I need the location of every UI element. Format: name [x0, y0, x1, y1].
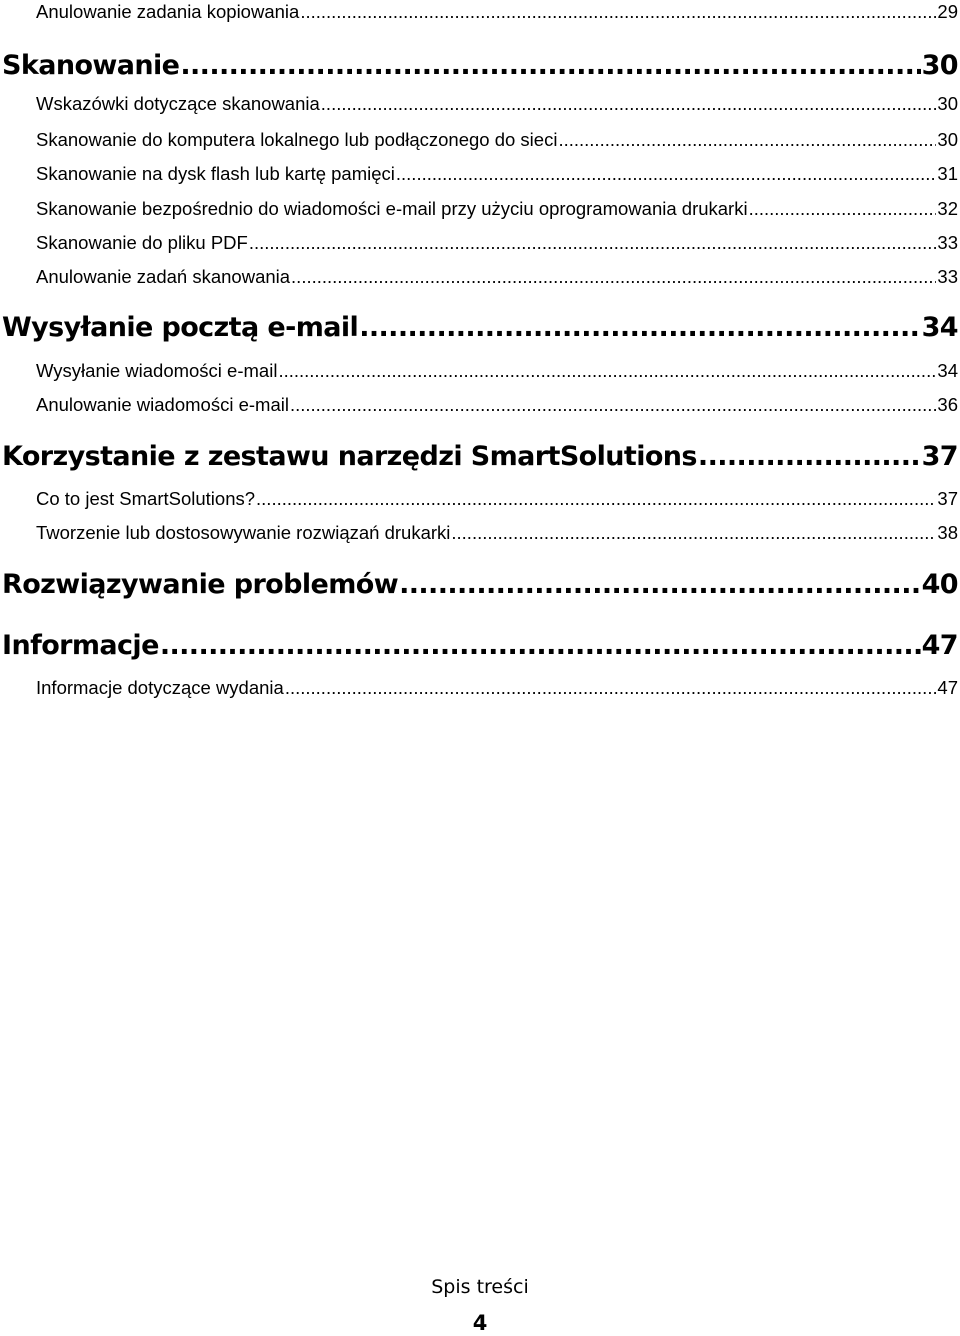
toc-entry-title: Wskazówki dotyczące skanowania: [36, 93, 320, 114]
dot-leader: [558, 128, 936, 152]
dot-leader: [285, 676, 937, 700]
toc-entry[interactable]: [36, 0, 958, 24]
toc-entry-page: 32: [937, 198, 958, 219]
toc-section-page: 34: [921, 312, 958, 343]
toc-entry[interactable]: [36, 521, 958, 545]
toc-entry[interactable]: [36, 92, 958, 116]
toc-entry-title: Skanowanie bezpośrednio do wiadomości e-mail przy użyciu oprogramowania drukarki: [36, 198, 748, 219]
toc-entry-page: 47: [937, 677, 958, 698]
toc-entry-page: 36: [937, 394, 958, 415]
toc-section[interactable]: [2, 628, 958, 664]
dot-leader: [291, 265, 936, 289]
toc-entry[interactable]: [36, 162, 958, 186]
dot-leader: [256, 487, 936, 511]
toc-entry-page: 30: [937, 129, 958, 150]
toc-entry-title: Skanowanie do komputera lokalnego lub podłączonego do sieci: [36, 129, 558, 150]
toc-entry-page: 34: [937, 360, 958, 381]
dot-leader: [399, 567, 921, 603]
dot-leader: [249, 231, 937, 255]
toc-entry-title: Informacje dotyczące wydania: [36, 677, 284, 698]
toc-entry-title: Anulowanie zadań skanowania: [36, 266, 291, 287]
toc-section-page: 30: [921, 50, 958, 81]
toc-entry-page: 37: [937, 488, 958, 509]
dot-leader: [451, 521, 936, 545]
toc-entry[interactable]: [36, 676, 958, 700]
toc-entry[interactable]: [36, 393, 958, 417]
dot-leader: [160, 628, 921, 664]
dot-leader: [749, 197, 937, 221]
toc-entry-title: Skanowanie do pliku PDF: [36, 232, 248, 253]
toc-entry-page: 33: [937, 232, 958, 253]
toc-section-title: Skanowanie: [2, 50, 180, 81]
toc-entry-title: Co to jest SmartSolutions?: [36, 488, 256, 509]
dot-leader: [180, 48, 920, 84]
toc-entry[interactable]: [36, 197, 958, 221]
toc-section[interactable]: [2, 567, 958, 603]
toc-entry[interactable]: [36, 128, 958, 152]
toc-section-title: Wysyłanie pocztą e-mail: [2, 312, 359, 343]
toc-entry-title: Wysyłanie wiadomości e-mail: [36, 360, 278, 381]
toc-entry[interactable]: [36, 265, 958, 289]
dot-leader: [278, 359, 936, 383]
toc-section[interactable]: [2, 48, 958, 84]
toc-section-title: Informacje: [2, 630, 159, 661]
toc-section[interactable]: [2, 310, 958, 346]
footer-page-number: 4: [472, 1311, 488, 1335]
dot-leader: [290, 393, 936, 417]
toc-entry-title: Anulowanie zadania kopiowania: [36, 1, 300, 22]
toc-section-page: 40: [921, 569, 958, 600]
toc-section-page: 47: [921, 630, 958, 661]
toc-entry[interactable]: [36, 359, 958, 383]
toc-entry-title: Tworzenie lub dostosowywanie rozwiązań drukarki: [36, 522, 451, 543]
toc-section-page: 37: [921, 441, 958, 472]
toc-entry-page: 29: [937, 1, 958, 22]
toc-entry-page: 30: [937, 93, 958, 114]
dot-leader: [321, 92, 937, 116]
dot-leader: [359, 310, 920, 346]
dot-leader: [698, 439, 921, 475]
toc-entry-page: 38: [937, 522, 958, 543]
toc-entry-page: 31: [937, 163, 958, 184]
toc-entry[interactable]: [36, 487, 958, 511]
footer-section-label: Spis treści: [431, 1276, 529, 1298]
toc-section[interactable]: [2, 439, 958, 475]
toc-entry[interactable]: [36, 231, 958, 255]
dot-leader: [396, 162, 937, 186]
toc-entry-title: Skanowanie na dysk flash lub kartę pamięci: [36, 163, 395, 184]
toc-section-title: Rozwiązywanie problemów: [2, 569, 399, 600]
toc-section-title: Korzystanie z zestawu narzędzi SmartSolutions: [2, 441, 697, 472]
dot-leader: [300, 0, 936, 24]
toc-entry-page: 33: [937, 266, 958, 287]
toc-entry-title: Anulowanie wiadomości e-mail: [36, 394, 289, 415]
